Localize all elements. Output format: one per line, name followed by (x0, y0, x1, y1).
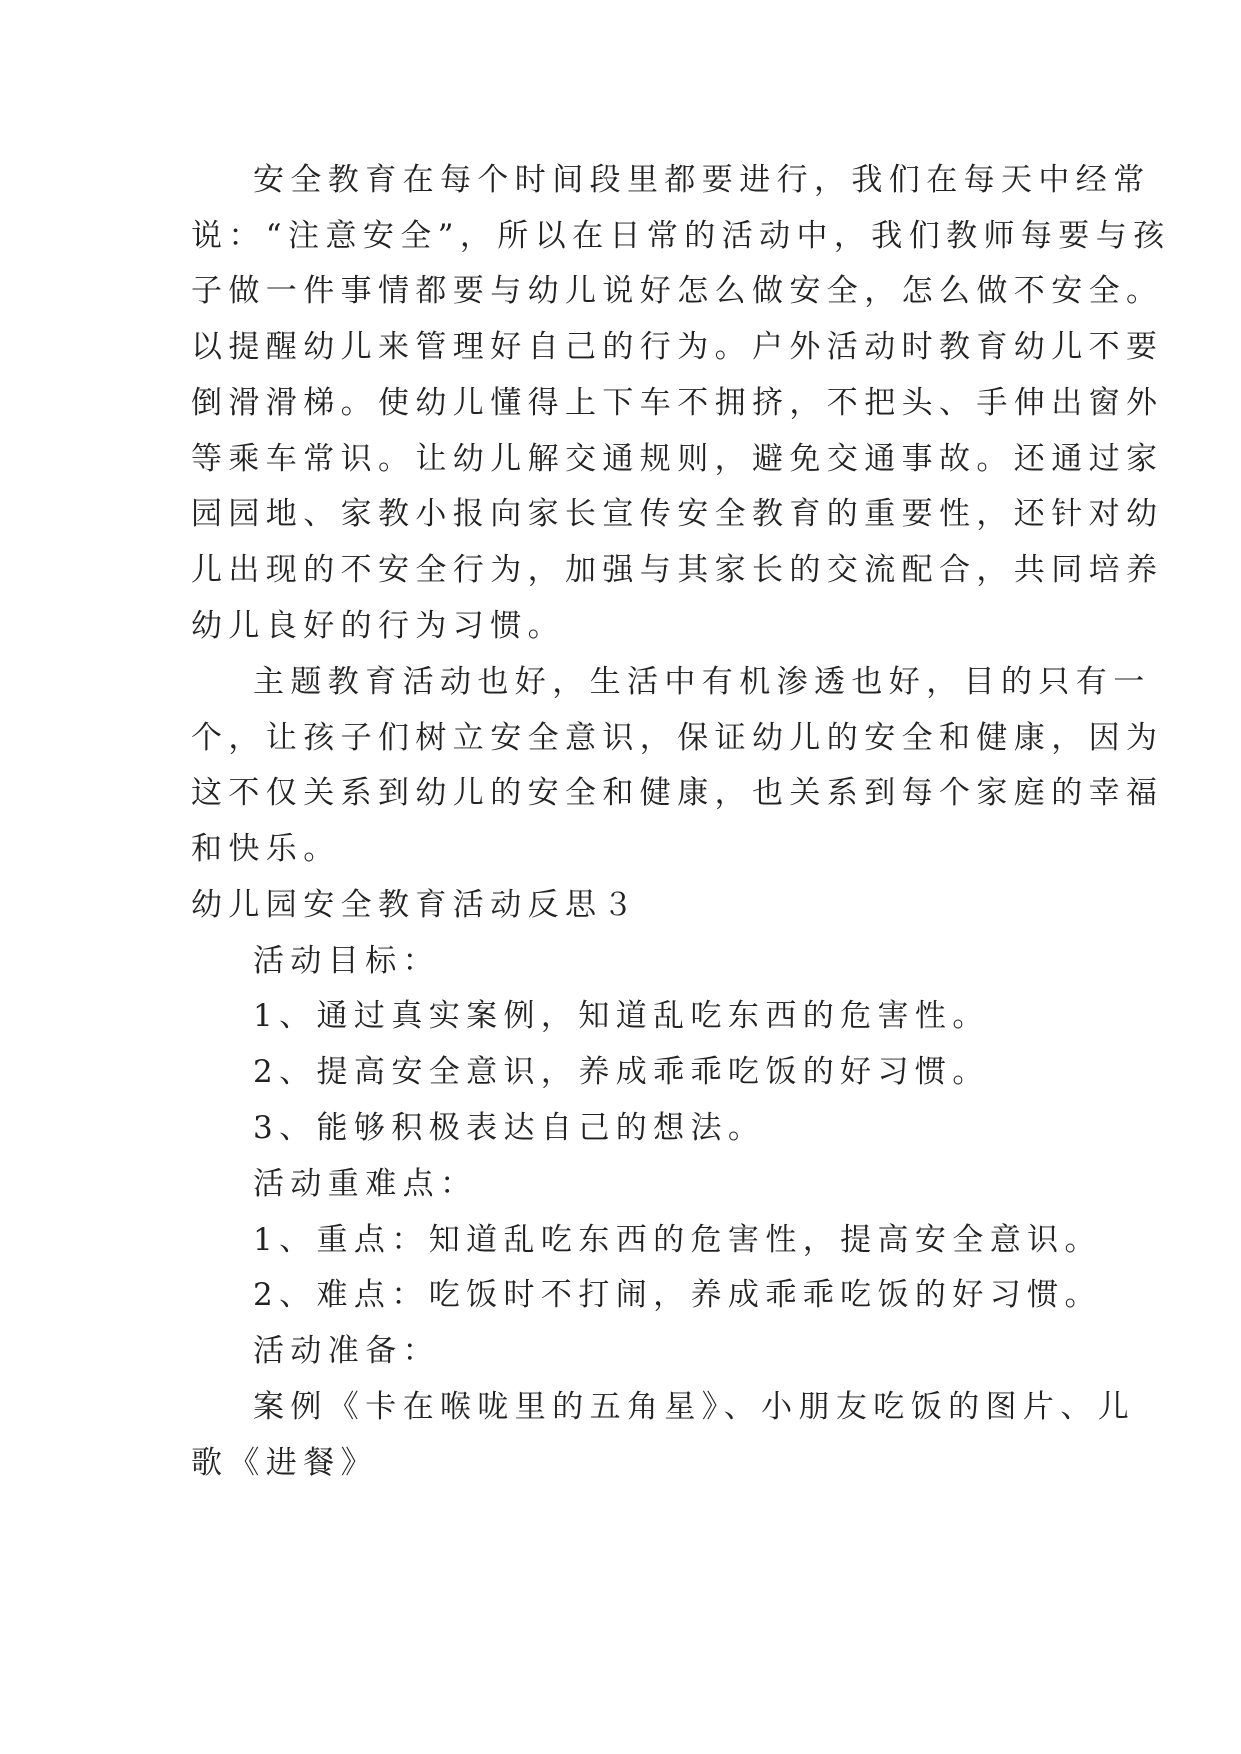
paragraph-2-line-1: 主题教育活动也好，生活中有机渗透也好，目的只有一 (253, 664, 1151, 700)
paragraph-1-line-6: 等乘车常识。让幼儿解交通规则，避免交通事故。还通过家 (191, 441, 1164, 477)
key-point-item-2: 2、难点：吃饭时不打闹，养成乖乖吃饭的好习惯。 (253, 1277, 1102, 1313)
paragraph-1-line-8: 儿出现的不安全行为，加强与其家长的交流配合，共同培养 (191, 552, 1164, 588)
preparation-line-1: 案例《卡在喉咙里的五角星》、小朋友吃饭的图片、儿 (253, 1389, 1136, 1425)
goals-heading: 活动目标： (253, 943, 440, 979)
paragraph-1-line-4: 以提醒幼儿来管理好自己的行为。户外活动时教育幼儿不要 (191, 329, 1164, 365)
paragraph-1-line-5: 倒滑滑梯。使幼儿懂得上下车不拥挤，不把头、手伸出窗外 (191, 385, 1164, 421)
section-heading: 幼儿园安全教育活动反思３ (191, 887, 640, 923)
goal-item-1: 1、通过真实案例，知道乱吃东西的危害性。 (253, 998, 990, 1034)
paragraph-1-line-7: 园园地、家教小报向家长宣传安全教育的重要性，还针对幼 (191, 496, 1164, 532)
paragraph-1-line-1: 安全教育在每个时间段里都要进行，我们在每天中经常 (253, 162, 1151, 198)
goal-item-3: 3、能够积极表达自己的想法。 (253, 1110, 766, 1146)
paragraph-2-line-2: 个，让孩子们树立安全意识，保证幼儿的安全和健康，因为 (191, 720, 1164, 756)
paragraph-1-line-9: 幼儿良好的行为习惯。 (191, 608, 565, 644)
key-points-heading: 活动重难点： (253, 1166, 478, 1202)
paragraph-2-line-3: 这不仅关系到幼儿的安全和健康，也关系到每个家庭的幸福 (191, 775, 1164, 811)
preparation-line-2: 歌《进餐》 (191, 1445, 378, 1481)
goal-item-2: 2、提高安全意识，养成乖乖吃饭的好习惯。 (253, 1054, 990, 1090)
paragraph-1-line-3: 子做一件事情都要与幼儿说好怎么做安全，怎么做不安全。 (191, 273, 1164, 309)
key-point-item-1: 1、重点：知道乱吃东西的危害性，提高安全意识。 (253, 1222, 1102, 1258)
paragraph-2-line-4: 和快乐。 (191, 831, 341, 867)
preparation-heading: 活动准备： (253, 1333, 440, 1369)
paragraph-1-line-2: 说：“注意安全”，所以在日常的活动中，我们教师每要与孩 (191, 218, 1171, 254)
